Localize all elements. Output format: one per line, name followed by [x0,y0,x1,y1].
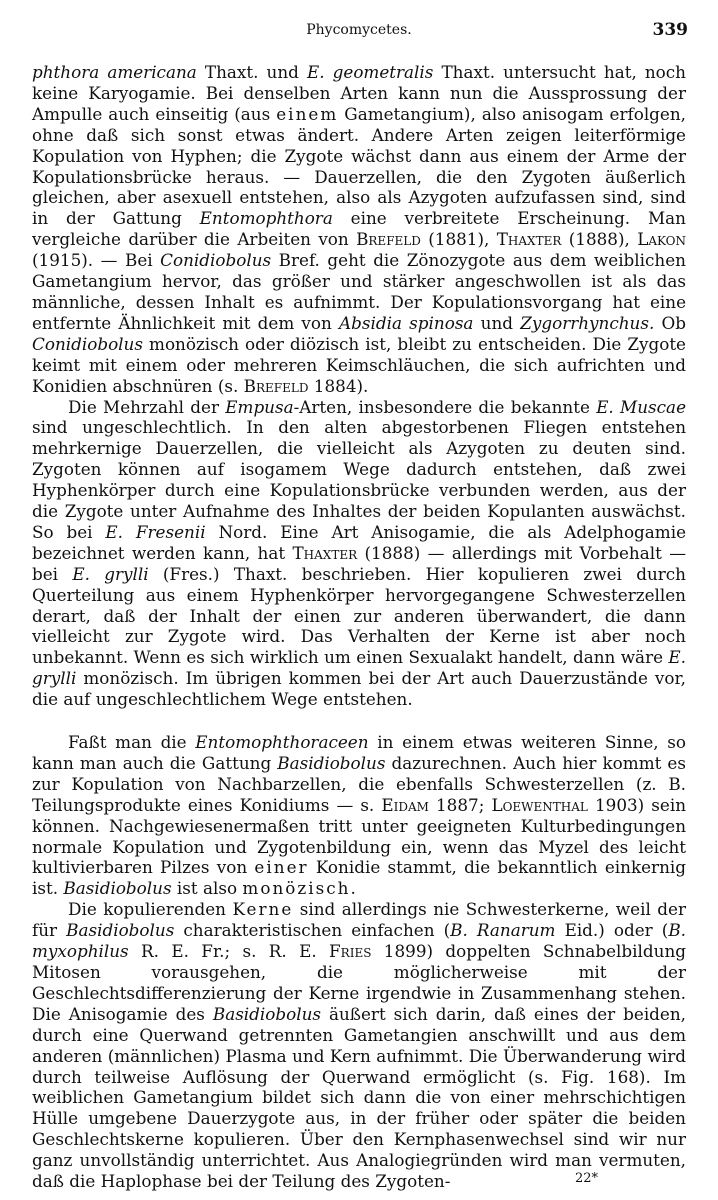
running-title: Phycomycetes. [306,22,412,38]
text-section-entomophthora [32,62,686,710]
running-head [0,18,718,44]
paragraph-basidiobolus-nuclei: Die kopulierenden Kerne sind allerdings nie Schwesterkerne, weil der für Basidiobolus charakteristischen einfachen (B. Ranarum Eid.) oder (B. myxophilus R. E. Fr.; s. R. E. Fries 1899) doppelten Schnabelbildung Mitosen vorausgehen, die möglicherweise mit der Geschlechtsdifferenzierung der Kerne irgendwie in Zusammenhang stehen. Die Anisogamie des Basidiobolus äußert sich darin, daß eines der beiden, durch eine Querwand getrennten Gametangien anschwillt und aus dem anderen (männlichen) Plasma und Kern aufnimmt. Die Überwanderung wird durch teilweise Auflösung der Querwand ermöglicht (s. Fig. 168). Im weiblichen Gametangium bildet sich dann die von einer mehrschichtigen Hülle umgebene Dauerzygote aus, in der früher oder später die beiden Geschlechtskerne kopulieren. Über den Kernphasenwechsel sind wir nur ganz unvollständig unterrichtet. Aus Analogiegründen wird man vermuten, daß die Haplophase bei der Teilung des Zygoten- [32,899,687,1192]
page-number: 339 [652,20,688,40]
paragraph-entomophthora-continuation: phthora americana Thaxt. und E. geometralis Thaxt. untersucht hat, noch keine Karyogamie. Bei denselben Arten kann nun die Aussprossung der Ampulle auch einseitig (aus einem Gametangium), also anisogam erfolgen, ohne daß sich sonst etwas ändert. Andere Arten zeigen leiterförmige Kopulation von Hyphen; die Zygote wächst dann aus einem der Arme der Kopulationsbrücke heraus. — Dauerzellen, die den Zygoten äußerlich gleichen, aber asexuell entstehen, also als Azygoten aufzufassen sind, sind in der Gattung Entomophthora eine verbreitete Erscheinung. Man vergleiche darüber die Arbeiten von Brefeld (1881), Thaxter (1888), Lakon (1915). — Bei Conidiobolus Bref. geht die Zönozygote aus dem weiblichen Gametangium hervor, das größer und stärker angeschwollen ist als das männliche, dessen Inhalt es aufnimmt. Der Kopulationsvorgang hat eine entfernte Ähnlichkeit mit dem von Absidia spinosa und Zygorrhynchus. Ob Conidiobolus monözisch oder diözisch ist, bleibt zu entscheiden. Die Zygote keimt mit einem oder mehreren Keimschläuchen, die sich aufrichten und Konidien abschnüren (s. Brefeld 1884). [32,62,686,396]
text-section-basidiobolus [32,732,686,1192]
printer-signature-mark: 22* [574,1171,598,1186]
paragraph-empusa: Die Mehrzahl der Empusa-Arten, insbesondere die bekannte E. Muscae sind ungeschlechtlich. In den alten abgestorbenen Fliegen entstehen mehrkernige Dauerzellen, die vielleicht als Azygoten zu deuten sind. Zygoten können auf isogamem Wege dadurch entstehen, daß zwei Hyphenkörper durch eine Kopulationsbrücke verbunden werden, aus der die Zygote unter Aufnahme des Inhaltes der beiden Kopulanten auswächst. So bei E. Fresenii Nord. Eine Art Anisogamie, die als Adelphogamie bezeichnet werden kann, hat Thaxter (1888) — allerdings mit Vorbehalt — bei E. grylli (Fres.) Thaxt. beschrieben. Hier kopulieren zwei durch Querteilung aus einem Hyphenkörper hervorgegangene Schwesterzellen derart, daß der Inhalt der einen zur anderen überwandert, die dann vielleicht zur Zygote wird. Das Verhalten der Kerne ist aber noch unbekannt. Wenn es sich wirklich um einen Sexualakt handelt, dann wäre E. grylli monözisch. Im übrigen kommen bei der Art auch Dauerzustände vor, die auf ungeschlechtlichem Wege entstehen. [32,396,687,710]
paragraph-basidiobolus-intro: Faßt man die Entomophthoraceen in einem etwas weiteren Sinne, so kann man auch die Gattung Basidiobolus dazurechnen. Auch hier kommt es zur Kopulation von Nachbarzellen, die ebenfalls Schwesterzellen (z. B. Teilungsprodukte eines Konidiums — s. Eidam 1887; Loewenthal 1903) sein können. Nachgewiesenermaßen tritt unter geeigneten Kulturbedingungen normale Kopulation und Zygotenbildung ein, wenn das Myzel des leicht kultivierbaren Pilzes von einer Konidie stammt, die bekanntlich einkernig ist. Basidiobolus ist also monözisch. [32,732,687,899]
